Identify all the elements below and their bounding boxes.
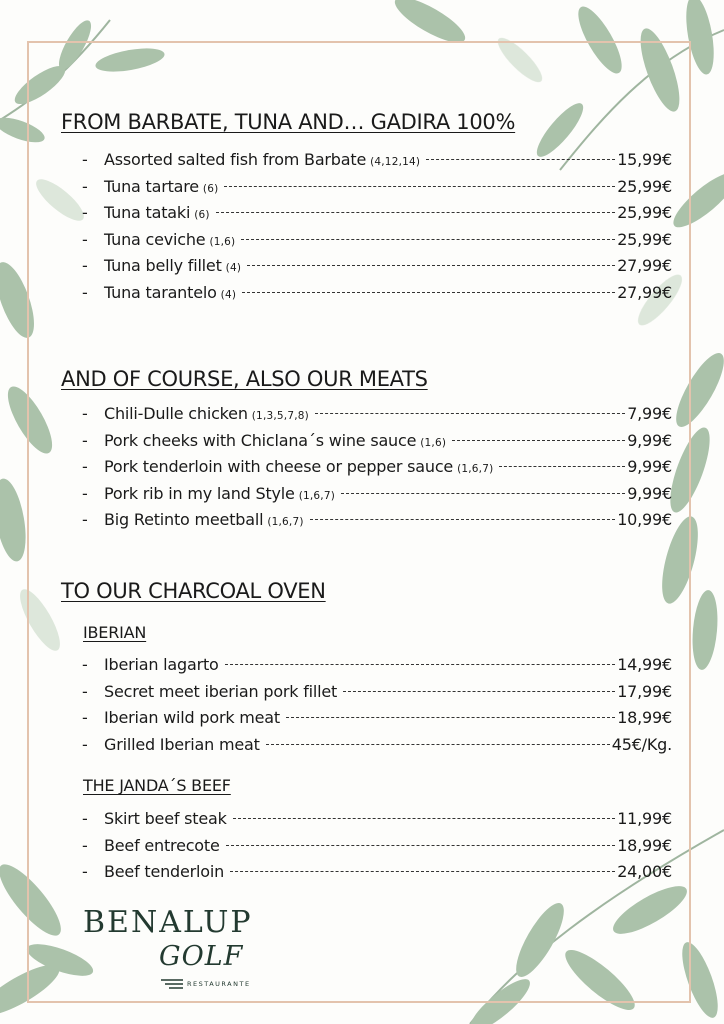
dotted-leader [310, 519, 616, 520]
item-name: Big Retinto meetball [104, 510, 264, 529]
item-price: 9,99€ [627, 457, 672, 476]
golf-swoosh-icon [161, 977, 185, 989]
item-name: Skirt beef steak [104, 809, 227, 828]
menu-item: - Pork tenderloin with cheese or pepper sauce (1,6,7) 9,99€ [82, 457, 672, 476]
item-price: 17,99€ [617, 681, 672, 701]
item-price: 25,99€ [617, 229, 672, 249]
item-price: 25,99€ [617, 176, 672, 196]
dotted-leader [286, 717, 615, 718]
item-price: 27,99€ [617, 256, 672, 275]
section-title: TO OUR CHARCOAL OVEN [61, 579, 326, 603]
item-name: Chili-Dulle chicken [104, 404, 248, 423]
item-allergens: (4) [220, 288, 237, 301]
menu-item: - Grilled Iberian meat 45€/Kg. [82, 734, 672, 754]
menu-item: - Skirt beef steak 11,99€ [82, 809, 672, 828]
item-price: 27,99€ [617, 282, 672, 302]
dotted-leader [230, 871, 615, 872]
dotted-leader [225, 664, 616, 665]
item-price: 15,99€ [617, 150, 672, 169]
dotted-leader [242, 292, 615, 293]
item-name: Tuna tartare [104, 176, 199, 196]
subsection-title: IBERIAN [83, 623, 147, 642]
item-name: Pork rib in my land Style [104, 483, 295, 503]
item-price: 18,99€ [617, 708, 672, 727]
item-price: 18,99€ [617, 835, 672, 855]
dotted-leader [499, 466, 625, 467]
menu-item: - Tuna tataki (6) 25,99€ [82, 203, 672, 222]
dotted-leader [247, 265, 615, 266]
item-price: 24,00€ [617, 862, 672, 881]
item-allergens: (1,6) [209, 235, 236, 248]
menu-item: - Tuna ceviche (1,6) 25,99€ [82, 229, 672, 249]
menu-item: - Secret meet iberian pork fillet 17,99€ [82, 681, 672, 701]
menu-item: - Big Retinto meetball (1,6,7) 10,99€ [82, 510, 672, 529]
item-allergens: (1,6,7) [298, 489, 336, 502]
menu-item: - Tuna belly fillet (4) 27,99€ [82, 256, 672, 275]
item-price: 7,99€ [627, 404, 672, 423]
item-name: Tuna belly fillet [104, 256, 222, 275]
item-allergens: (4,12,14) [370, 156, 421, 168]
dotted-leader [426, 159, 615, 160]
menu-item: - Tuna tarantelo (4) 27,99€ [82, 282, 672, 302]
menu-item: - Pork rib in my land Style (1,6,7) 9,99€ [82, 483, 672, 503]
item-price: 14,99€ [617, 655, 672, 674]
dotted-leader [266, 744, 610, 745]
item-allergens: (1,6) [420, 436, 447, 449]
item-name: Iberian lagarto [104, 655, 219, 674]
dotted-leader [224, 186, 615, 187]
dotted-leader [226, 845, 616, 846]
item-allergens: (4) [225, 262, 242, 274]
menu-item: - Pork cheeks with Chiclana´s wine sauce (1,6) 9,99€ [82, 430, 672, 450]
item-price: 25,99€ [617, 203, 672, 222]
menu-item: - Iberian wild pork meat 18,99€ [82, 708, 672, 727]
item-name: Beef tenderloin [104, 862, 225, 881]
item-name: Pork tenderloin with cheese or pepper sauce [104, 457, 454, 476]
item-name: Pork cheeks with Chiclana´s wine sauce [104, 430, 417, 450]
logo-line3: RESTAURANTE [187, 980, 251, 988]
section-title: FROM BARBATE, TUNA AND… GADIRA 100% [61, 110, 516, 134]
dotted-leader [233, 818, 616, 819]
item-name: Tuna tataki [104, 203, 191, 222]
dotted-leader [315, 413, 625, 414]
item-name: Secret meet iberian pork fillet [104, 681, 338, 701]
menu-item: - Beef tenderloin 24,00€ [82, 862, 672, 881]
menu-item: - Chili-Dulle chicken (1,3,5,7,8) 7,99€ [82, 404, 672, 423]
item-name: Tuna tarantelo [104, 282, 217, 302]
subsection-title: THE JANDA´S BEEF [83, 776, 231, 795]
item-name: Tuna ceviche [104, 229, 206, 249]
benalup-golf-logo [83, 905, 273, 995]
item-name: Iberian wild pork meat [104, 708, 280, 727]
item-price: 10,99€ [617, 510, 672, 529]
dotted-leader [241, 239, 615, 240]
item-price: 11,99€ [617, 809, 672, 828]
item-allergens: (6) [202, 182, 219, 195]
item-name: Assorted salted fish from Barbate [104, 150, 367, 169]
item-allergens: (1,3,5,7,8) [251, 410, 309, 422]
menu-item: - Iberian lagarto 14,99€ [82, 655, 672, 674]
dotted-leader [216, 212, 616, 213]
logo-line2: GOLF [159, 941, 244, 972]
item-price: 45€/Kg. [611, 734, 672, 754]
section-items [82, 809, 672, 889]
item-allergens: (6) [194, 209, 210, 221]
item-price: 9,99€ [627, 483, 672, 503]
dotted-leader [343, 691, 615, 692]
logo-line1: BENALUP [83, 905, 253, 940]
item-price: 9,99€ [627, 430, 672, 450]
item-allergens: (1,6,7) [457, 463, 494, 475]
dotted-leader [341, 493, 625, 494]
dotted-leader [452, 440, 625, 441]
section-items [82, 150, 672, 309]
section-items [82, 404, 672, 537]
menu-item: - Tuna tartare (6) 25,99€ [82, 176, 672, 196]
menu-item: - Beef entrecote 18,99€ [82, 835, 672, 855]
item-name: Grilled Iberian meat [104, 734, 260, 754]
item-name: Beef entrecote [104, 835, 220, 855]
menu-item: - Assorted salted fish from Barbate (4,12,14) 15,99€ [82, 150, 672, 169]
section-items [82, 655, 672, 761]
item-allergens: (1,6,7) [267, 516, 304, 528]
section-title: AND OF COURSE, ALSO OUR MEATS [61, 367, 428, 391]
